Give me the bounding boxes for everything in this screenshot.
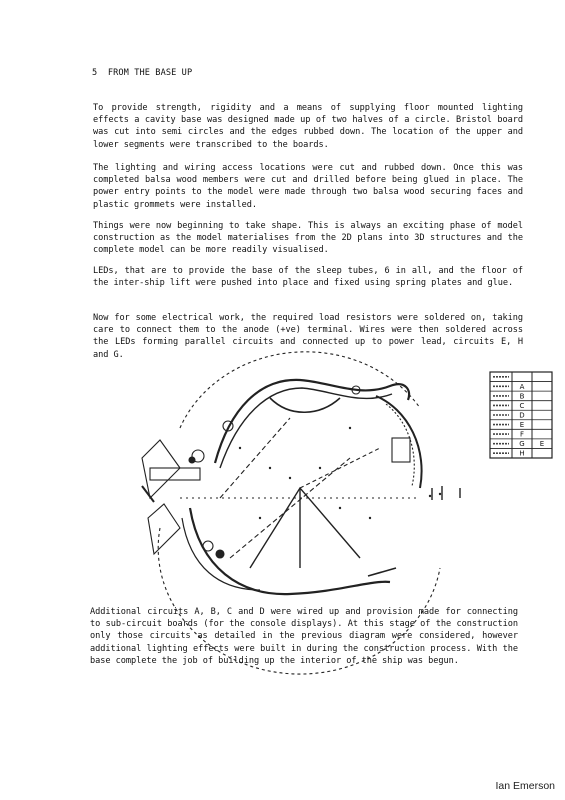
paragraph-6: Additional circuits A, B, C and D were wired up and provision made for connecting to sub-circuit boards (for the console displays). At this stage of the construction only those circuits as detailed in the previous diagram were considered, however additional lighting effects were built in during the construction process. With the base complete the job of building up the interior of the ship was begun.	[90, 607, 518, 666]
paragraph-5: Now for some electrical work, the required load resistors were soldered on, taking care to connect them to the anode (+ve) terminal. Wires were then soldered across the LEDs forming parallel circuits and connected up to power lead, circuits E, H and G.	[93, 313, 523, 360]
right-arc-segment	[376, 396, 422, 488]
circuit-table-cell: C	[519, 401, 525, 410]
wiring-diagram	[120, 368, 545, 604]
circuit-table	[490, 372, 552, 458]
centre-member-5	[300, 448, 380, 488]
right-arc-panel	[392, 438, 410, 462]
paragraph-1: To provide strength, rigidity and a means of supplying floor mounted lighting effects a cavity base was designed made up of two halves of a circle. Bristol board was cut into semi circles and the edges rubbed down. The location of the upper and lower segments were transcribed to the boards.	[93, 103, 523, 150]
led-lower-left	[203, 541, 213, 551]
circuit-table-cell: E	[519, 421, 525, 430]
circuit-table-cell: E	[539, 440, 545, 449]
circuit-table-cell: D	[519, 411, 525, 420]
paragraph-4: LEDs, that are to provide the base of the sleep tubes, 6 in all, and the floor of the inter-ship lift were pushed into place and fixed using spring plates and glue.	[93, 266, 523, 289]
paragraph-2: The lighting and wiring access locations were cut and rubbed down. Once this was completed balsa wood members were cut and drilled before being glued in place. The power entry points to the model were made through two balsa wood securing faces and plastic grommets were installed.	[93, 163, 523, 210]
centre-member-3	[250, 488, 360, 568]
right-tick-marks	[432, 486, 460, 500]
left-bracket	[150, 468, 200, 480]
circuit-table-cell: G	[519, 440, 525, 449]
base-outline-top	[180, 352, 420, 428]
centre-member-2	[230, 458, 350, 558]
circuit-table-cell: A	[519, 382, 525, 391]
led-lower-left-dot	[216, 550, 224, 558]
section-title: FROM THE BASE UP	[107, 68, 193, 78]
circuit-table-cell: F	[519, 430, 525, 439]
circuit-table-cell: H	[519, 449, 525, 458]
upper-wiring-branch	[270, 398, 340, 412]
led-upper-left-dot	[189, 457, 195, 463]
circuit-table-rows	[490, 377, 552, 458]
paragraph-3: Things were now beginning to take shape. This is always an exciting phase of model construction as the model materialises from the 2D plans into 3D structures and the complete model can be more readily visualised.	[93, 221, 523, 256]
lower-right-lead	[368, 568, 396, 576]
author-name: Ian Emerson	[495, 780, 555, 792]
section-heading	[92, 68, 192, 78]
circuit-table-cell: B	[519, 392, 525, 401]
section-number: 5	[92, 68, 98, 78]
upper-wiring-loom-inner	[220, 388, 392, 468]
left-wedge-lower	[148, 504, 180, 554]
left-wedge-upper	[142, 440, 180, 498]
wiring-diagram-drawing	[120, 368, 545, 604]
